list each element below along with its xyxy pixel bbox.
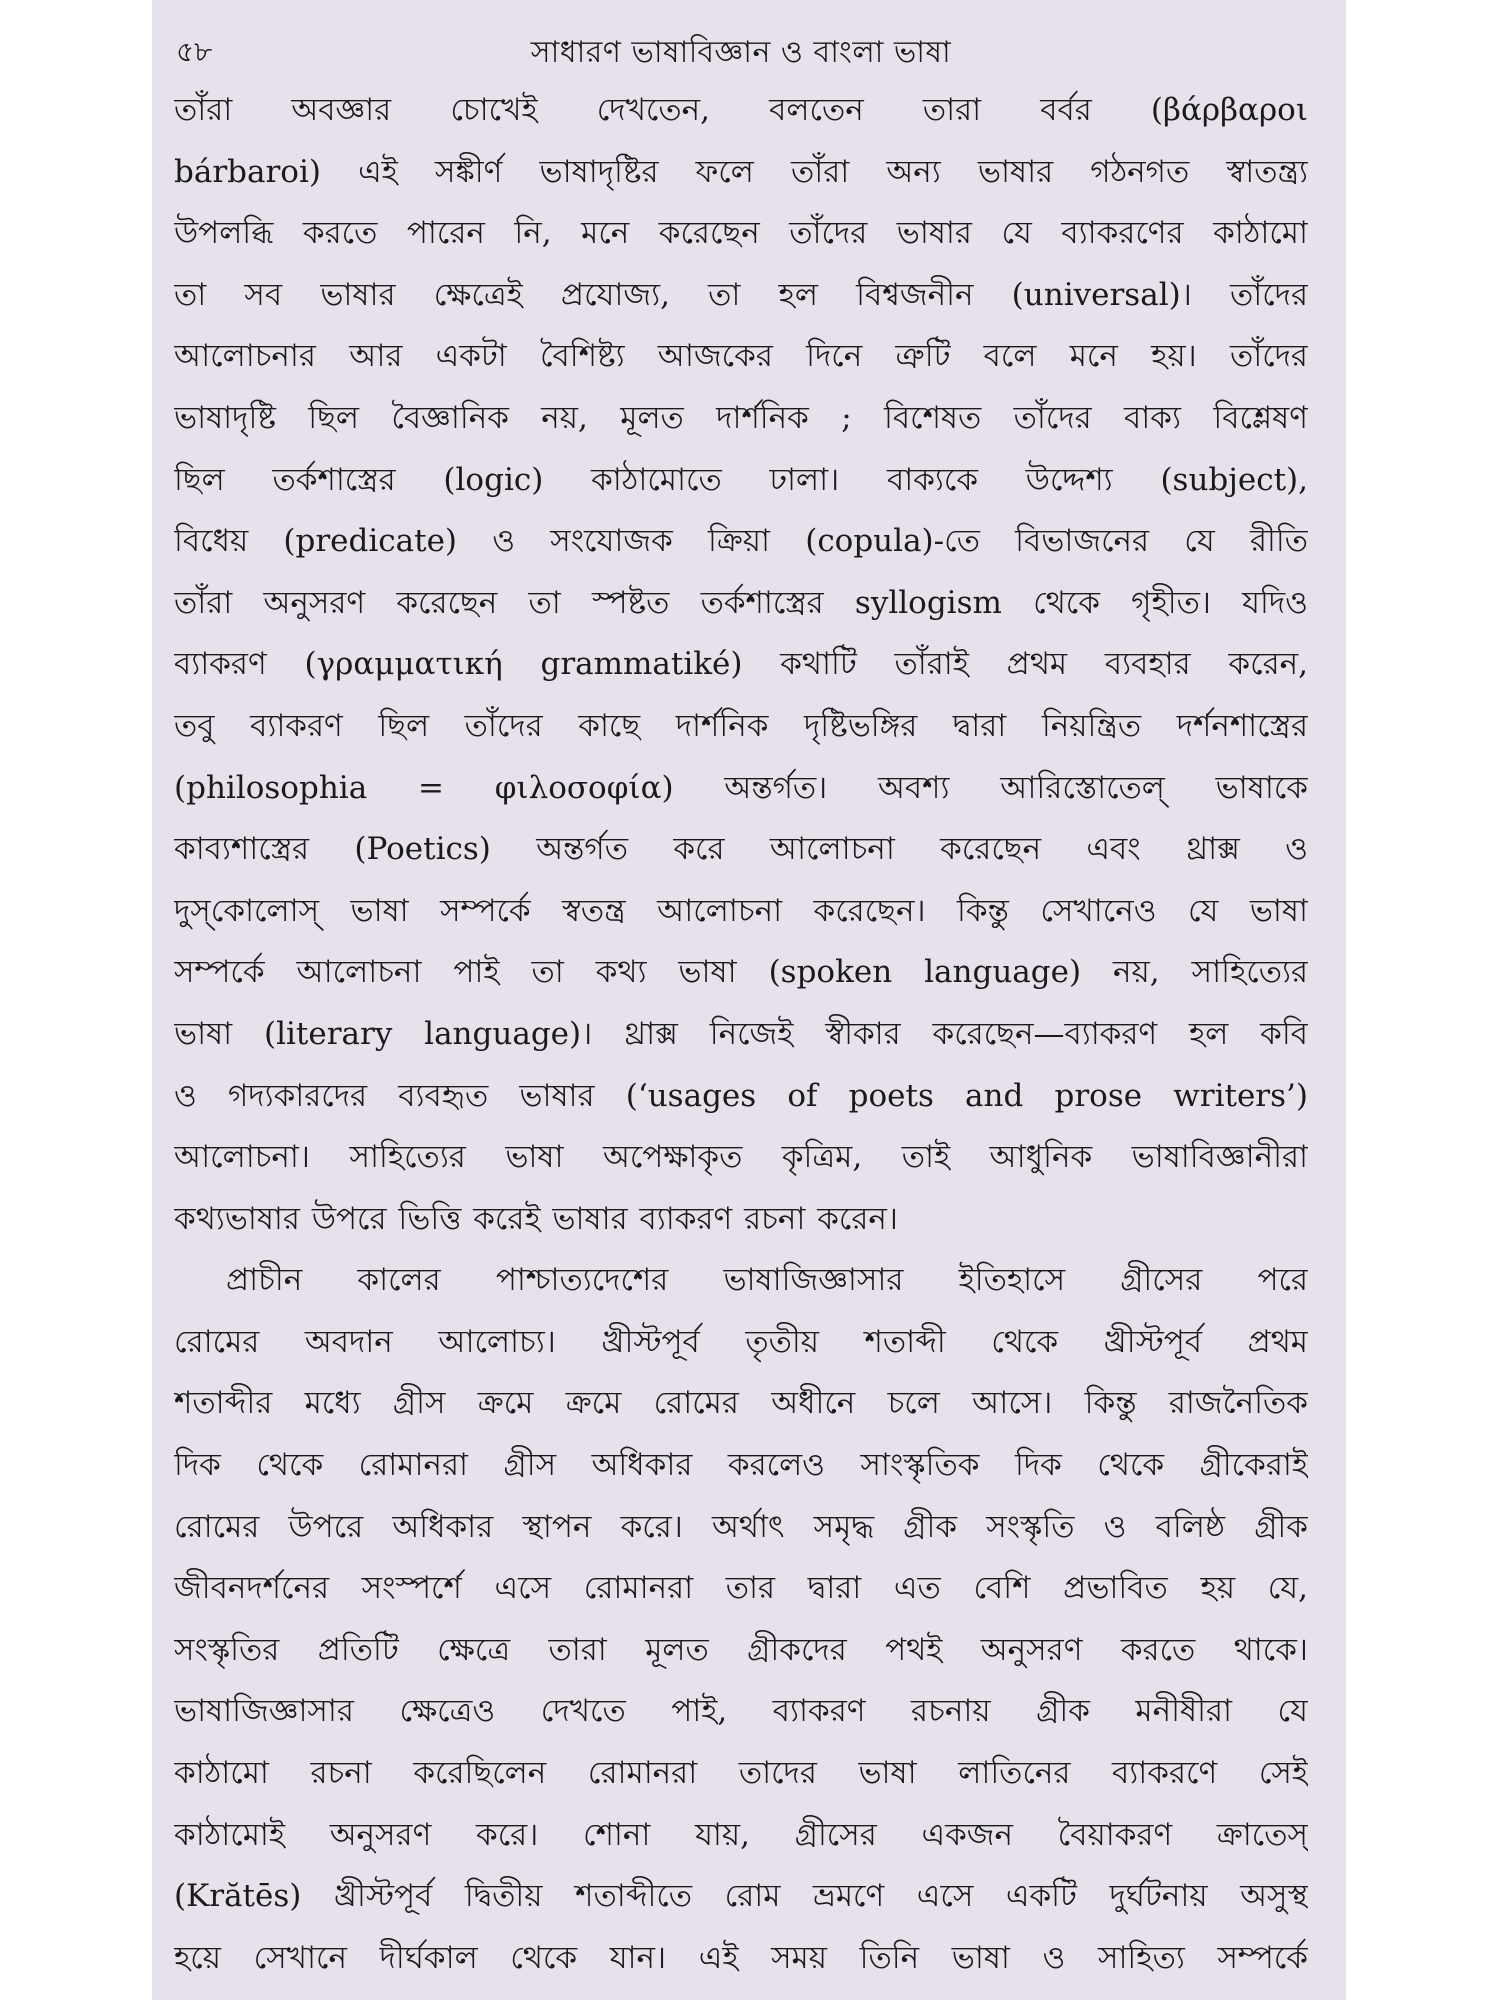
- paragraph-2: [174, 1250, 1308, 1989]
- text-line: আলোচনা। সাহিত্যের ভাষা অপেক্ষাকৃত কৃত্রিম, তাই আধুনিক ভাষাবিজ্ঞানীরা: [174, 1139, 1308, 1176]
- text-line: ব্যাকরণ (γραμματική grammatiké) কথাটি তাঁরাই প্রথম ব্যবহার করেন,: [174, 646, 1308, 683]
- text-line: কাঠামো রচনা করেছিলেন রোমানরা তাদের ভাষা লাতিনের ব্যাকরণে সেই: [174, 1755, 1308, 1792]
- text-line: দুস্‌কোলোস্ ভাষা সম্পর্কে স্বতন্ত্র আলোচনা করেছেন। কিন্তু সেখানেও যে ভাষা: [174, 892, 1308, 929]
- text-line: সম্পর্কে আলোচনা পাই তা কথ্য ভাষা (spoken language) নয়, সাহিত্যের: [174, 954, 1308, 991]
- text-line: (Krătēs) খ্রীস্টপূর্ব দ্বিতীয় শতাব্দীতে রোম ভ্রমণে এসে একটি দুর্ঘটনায় অসুস্থ: [174, 1878, 1308, 1915]
- text-line: শতাব্দীর মধ্যে গ্রীস ক্রমে ক্রমে রোমের অধীনে চলে আসে। কিন্তু রাজনৈতিক: [174, 1385, 1308, 1422]
- book-page: [152, 0, 1346, 2000]
- text-line: আলোচনার আর একটা বৈশিষ্ট্য আজকের দিনে ত্রুটি বলে মনে হয়। তাঁদের: [174, 338, 1308, 375]
- text-line: রোমের উপরে অধিকার স্থাপন করে। অর্থাৎ সমৃদ্ধ গ্রীক সংস্কৃতি ও বলিষ্ঠ গ্রীক: [174, 1508, 1308, 1545]
- text-line: তা সব ভাষার ক্ষেত্রেই প্রযোজ্য, তা হল বিশ্বজনীন (universal)। তাঁদের: [174, 276, 1308, 313]
- text-line: তাঁরা অবজ্ঞার চোখেই দেখতেন, বলতেন তারা বর্বর (βάρβαροι: [174, 92, 1308, 128]
- text-line: দিক থেকে রোমানরা গ্রীস অধিকার করলেও সাংস্কৃতিক দিক থেকে গ্রীকেরাই: [174, 1447, 1308, 1484]
- text-line: তাঁরা অনুসরণ করেছেন তা স্পষ্টত তর্কশাস্ত্রের syllogism থেকে গৃহীত। যদিও: [174, 584, 1308, 621]
- text-line: হয়ে সেখানে দীর্ঘকাল থেকে যান। এই সময় তিনি ভাষা ও সাহিত্য সম্পর্কে: [174, 1939, 1308, 1976]
- paragraph-1: [174, 80, 1308, 1250]
- text-line: ও গদ্যকারদের ব্যবহৃত ভাষার (‘usages of poets and prose writers’): [174, 1077, 1308, 1114]
- text-line: তবু ব্যাকরণ ছিল তাঁদের কাছে দার্শনিক দৃষ্টিভঙ্গির দ্বারা নিয়ন্ত্রিত দর্শনশাস্ত্রের: [174, 707, 1308, 744]
- text-line: উপলব্ধি করতে পারেন নি, মনে করেছেন তাঁদের ভাষার যে ব্যাকরণের কাঠামো: [174, 215, 1308, 252]
- text-line: কাব্যশাস্ত্রের (Poetics) অন্তর্গত করে আলোচনা করেছেন এবং থ্রাক্স ও: [174, 831, 1308, 868]
- running-head: সাধারণ ভাষাবিজ্ঞান ও বাংলা ভাষা: [530, 35, 952, 70]
- text-line: সংস্কৃতির প্রতিটি ক্ষেত্রে তারা মূলত গ্রীকদের পথই অনুসরণ করতে থাকে।: [174, 1631, 1308, 1668]
- text-line: ভাষা (literary language)। থ্রাক্স নিজেই স্বীকার করেছেন—ব্যাকরণ হল কবি: [174, 1015, 1308, 1052]
- text-line: ভাষাজিজ্ঞাসার ক্ষেত্রেও দেখতে পাই, ব্যাকরণ রচনায় গ্রীক মনীষীরা যে: [174, 1693, 1308, 1730]
- text-line: ভাষাদৃষ্টি ছিল বৈজ্ঞানিক নয়, মূলত দার্শনিক ; বিশেষত তাঁদের বাক্য বিশ্লেষণ: [174, 399, 1308, 436]
- text-line: কথ্যভাষার উপরে ভিত্তি করেই ভাষার ব্যাকরণ রচনা করেন।: [174, 1200, 898, 1237]
- text-line: বিধেয় (predicate) ও সংযোজক ক্রিয়া (copula)-তে বিভাজনের যে রীতি: [174, 523, 1308, 560]
- text-line: bárbaroi) এই সঙ্কীর্ণ ভাষাদৃষ্টির ফলে তাঁরা অন্য ভাষার গঠনগত স্বাতন্ত্র্য: [174, 153, 1308, 190]
- page-number: ৫৮: [176, 35, 213, 68]
- text-line: (philosophia = φιλοσοφία) অন্তর্গত। অবশ্য আরিস্তোতেল্ ভাষাকে: [174, 769, 1308, 806]
- text-line: জীবনদর্শনের সংস্পর্শে এসে রোমানরা তার দ্বারা এত বেশি প্রভাবিত হয় যে,: [174, 1570, 1308, 1607]
- text-line: কাঠামোই অনুসরণ করে। শোনা যায়, গ্রীসের একজন বৈয়াকরণ ক্রাতেস্: [174, 1816, 1308, 1853]
- page-header: [174, 26, 1308, 70]
- text-line: রোমের অবদান আলোচ্য। খ্রীস্টপূর্ব তৃতীয় শতাব্দী থেকে খ্রীস্টপূর্ব প্রথম: [174, 1323, 1308, 1360]
- text-line: প্রাচীন কালের পাশ্চাত্যদেশের ভাষাজিজ্ঞাসার ইতিহাসে গ্রীসের পরে: [226, 1262, 1308, 1299]
- text-line: ছিল তর্কশাস্ত্রের (logic) কাঠামোতে ঢালা। বাক্যকে উদ্দেশ্য (subject),: [174, 461, 1308, 498]
